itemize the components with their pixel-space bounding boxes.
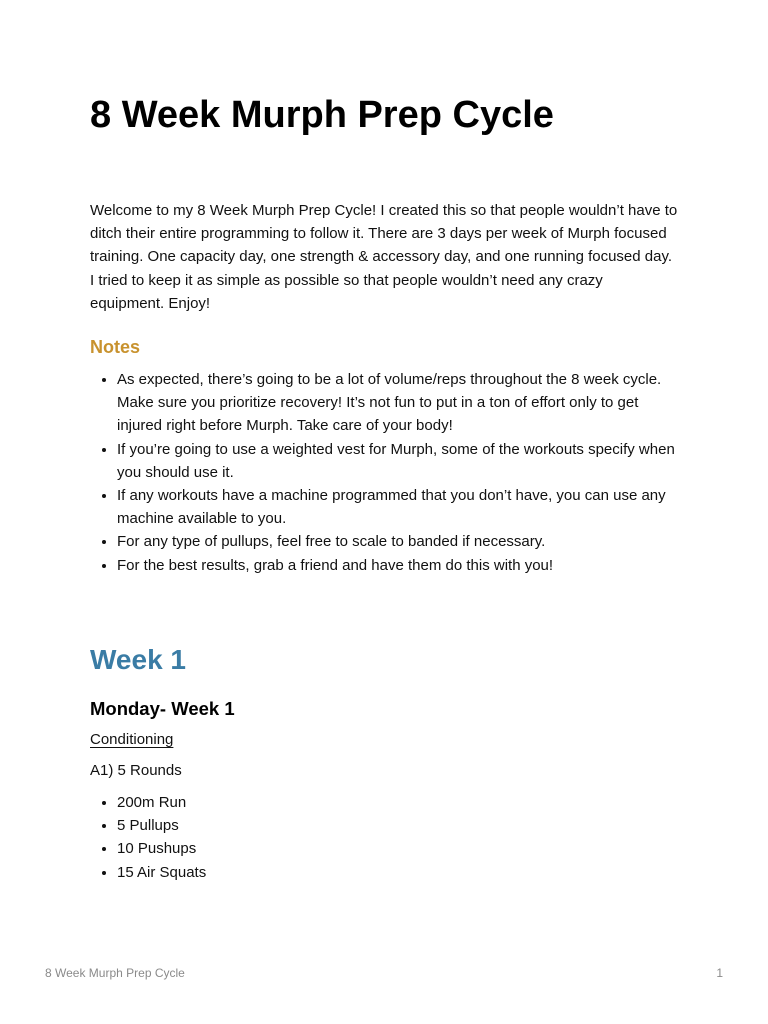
section-label: Conditioning: [90, 731, 174, 748]
notes-heading: Notes: [90, 337, 141, 357]
note-item: • If you’re going to use a weighted vest for Murph, some of the workouts specify when you should use it.: [117, 438, 682, 484]
workout-item: • 10 Pushups: [117, 837, 417, 860]
note-item: • If any workouts have a machine programmed that you don’t have, you can use any machine available to you.: [117, 484, 682, 530]
workout-item: • 5 Pullups: [117, 814, 417, 837]
block-label: A1) 5 Rounds: [90, 762, 182, 779]
workout-list: [90, 791, 417, 884]
note-item: • For any type of pullups, feel free to scale to banded if necessary.: [117, 530, 682, 553]
page-number: 1: [716, 966, 723, 980]
page-title: 8 Week Murph Prep Cycle: [90, 94, 554, 136]
week-heading: Week 1: [90, 644, 186, 675]
workout-item: • 200m Run: [117, 791, 417, 814]
day-heading: Monday- Week 1: [90, 698, 235, 719]
note-item: • As expected, there’s going to be a lot of volume/reps throughout the 8 week cycle. Make sure you prioritize recovery! It’s not fun to put in a ton of effort only to get injured right before Murph. Take care of your body!: [117, 368, 682, 438]
footer-title: 8 Week Murph Prep Cycle: [45, 966, 185, 980]
notes-list: [90, 368, 682, 577]
note-item: • For the best results, grab a friend and have them do this with you!: [117, 554, 682, 577]
intro-paragraph: Welcome to my 8 Week Murph Prep Cycle! I created this so that people wouldn’t have to ditch their entire programming to follow it. There are 3 days per week of Murph focused training. One capacity day, one strength & accessory day, and one running focused day. I tried to keep it as simple as possible so that people wouldn’t need any crazy equipment. Enjoy!: [90, 202, 678, 312]
workout-item: • 15 Air Squats: [117, 861, 417, 884]
